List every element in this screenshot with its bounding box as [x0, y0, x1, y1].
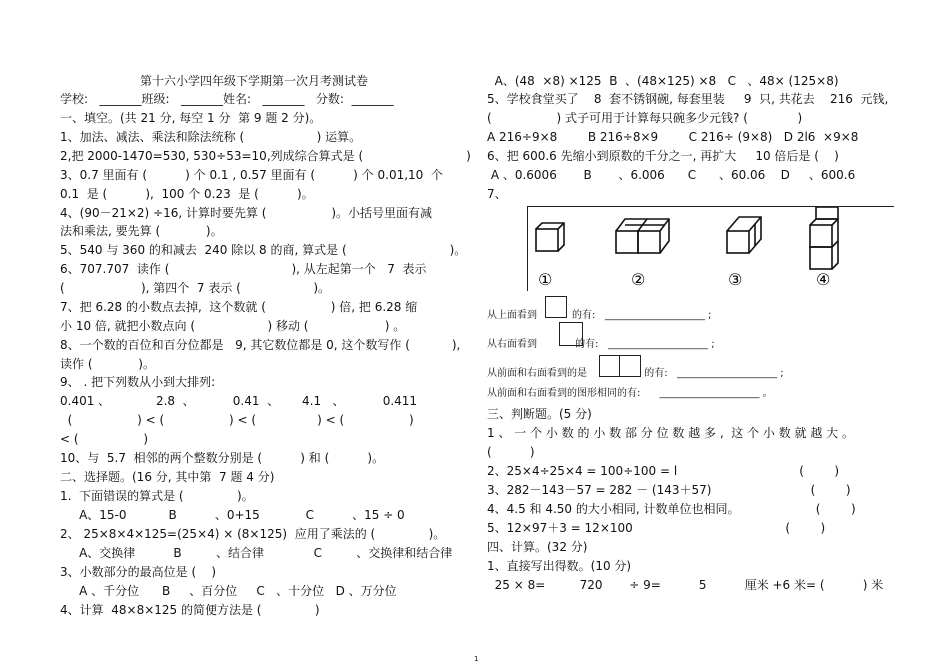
- right-line-6: 7、: [487, 187, 507, 201]
- left-line-1: 学校: _______班级: _______姓名: _______ 分数: _______: [60, 92, 394, 106]
- left-line-28: 4、计算 48×8×125 的简便方法是 ( ): [60, 603, 320, 617]
- cube-shape-1: [536, 223, 564, 251]
- left-line-6: 0.1 是 ( ), 100 个 0.23 是 ( )。: [60, 187, 314, 201]
- right-line-12: 1 、 一 个 小 数 的 小 数 部 分 位 数 越 多 , 这 个 小 数 就 越 大 。: [487, 426, 854, 440]
- left-line-9: 5、540 与 360 的和减去 240 除以 8 的商, 算式是 ( )。: [60, 243, 467, 257]
- right-line-14: 2、25×4÷25×4 = 100÷100 = l ( ): [487, 464, 840, 478]
- left-line-18: ( ) < ( ) < ( ) < ( ): [60, 413, 414, 427]
- left-line-26: 3、小数部分的最高位是 ( ): [60, 565, 217, 579]
- left-line-5: 3、0.7 里面有 ( ) 个 0.1 , 0.57 里面有 ( ) 个 0.01,10 个: [60, 168, 443, 182]
- left-line-11: ( ), 第四个 7 表示 ( )。: [60, 281, 331, 295]
- right-line-16: 4、4.5 和 4.50 的大小相同, 计数单位也相同。 ( ): [487, 502, 856, 516]
- left-line-3: 1、加法、减法、乘法和除法统称 ( ) 运算。: [60, 130, 362, 144]
- left-line-4: 2,把 2000-1470=530, 530÷53=10,列成综合算式是 ( ): [60, 149, 471, 163]
- right-line-4: 6、把 600.6 先缩小到原数的千分之一, 再扩大 10 倍后是 ( ): [487, 149, 839, 163]
- right-line-10: 从前面和右面看到的图形相同的有: ____________________ 。: [487, 388, 773, 399]
- right-line-18: 四、计算。(32 分): [487, 540, 588, 554]
- left-line-12: 7、把 6.28 的小数点去掉, 这个数就 ( ) 倍, 把 6.28 缩: [60, 300, 418, 314]
- cube-shape-4: [810, 207, 838, 269]
- right-line-8: 从右面看到 的有: ____________________ ;: [487, 339, 715, 350]
- left-line-22: 1. 下面错误的算式是 ( )。: [60, 489, 254, 503]
- left-line-14: 8、一个数的百位和百分位都是 9, 其它数位都是 0, 这个数写作 ( ),: [60, 338, 461, 352]
- left-line-8: 法和乘法, 要先算 ( )。: [60, 224, 223, 238]
- figure-label-2: ②: [631, 270, 646, 289]
- right-line-7: 从上面看到 的有: ____________________ ;: [487, 310, 712, 321]
- left-line-17: 0.401 、 2.8 、 0.41 、 4.1 、 0.411: [60, 394, 418, 408]
- right-line-15: 3、282－143－57 = 282 － (143＋57) ( ): [487, 483, 851, 497]
- right-line-13: ( ): [487, 445, 535, 459]
- right-line-20: 25 × 8= 720 ÷ 9= 5 厘米 +6 米= ( ) 米: [487, 578, 884, 592]
- cube-drawings: [528, 207, 894, 291]
- cube-shape-2: [616, 219, 669, 253]
- page-number: 1: [474, 655, 479, 663]
- left-line-23: A、15-0 B 、0+15 C 、15 ÷ 0: [60, 508, 405, 522]
- figure-label-1: ①: [538, 270, 553, 289]
- left-line-10: 6、707.707 读作 ( ), 从左起第一个 7 表示: [60, 262, 427, 276]
- left-line-24: 2、 25×8×4×125=(25×4) × (8×125) 应用了乘法的 ( )。: [60, 527, 446, 541]
- right-line-3: A 216÷9×8 B 216÷8×9 C 216÷ (9×8) D 2l6 ×9×8: [487, 130, 859, 144]
- left-line-15: 读作 ( )。: [60, 357, 155, 371]
- right-line-5: A 、0.6006 B 、6.006 C 、60.06 D 、600.6: [487, 168, 856, 182]
- figure-label-3: ③: [728, 270, 743, 289]
- left-line-13: 小 10 倍, 就把小数点向 ( ) 移动 ( ) 。: [60, 319, 406, 333]
- figure-label-4: ④: [816, 270, 831, 289]
- right-line-0: A、(48 ×8) ×125 B 、(48×125) ×8 C 、48× (125×8): [487, 74, 839, 88]
- left-line-0: 第十六小学四年级下学期第一次月考测试卷: [140, 74, 369, 88]
- cube-shape-3: [727, 217, 761, 253]
- left-line-27: A 、千分位 B 、百分位 C 、十分位 D 、万分位: [60, 584, 397, 598]
- right-line-19: 1、直接写出得数。(10 分): [487, 559, 632, 573]
- left-line-25: A、交换律 B 、结合律 C 、交换律和结合律: [60, 546, 453, 560]
- cube-figure: [527, 206, 894, 291]
- right-line-2: ( ) 式子可用于计算每只碗多少元钱? ( ): [487, 111, 803, 125]
- right-line-17: 5、12×97＋3 = 12×100 ( ): [487, 521, 826, 535]
- right-line-1: 5、学校食堂买了 8 套不锈钢碗, 每套里装 9 只, 共花去 216 元钱,: [487, 92, 889, 106]
- left-line-20: 10、与 5.7 相邻的两个整数分别是 ( ) 和 ( )。: [60, 451, 385, 465]
- left-line-7: 4、(90－21×2) ÷16, 计算时要先算 ( )。小括号里面有减: [60, 206, 433, 220]
- left-line-19: < ( ): [60, 432, 149, 446]
- left-line-16: 9、 . 把下列数从小到大排列:: [60, 375, 216, 389]
- left-line-2: 一、填空。(共 21 分, 每空 1 分 第 9 题 2 分)。: [60, 111, 322, 125]
- left-line-21: 二、选择题。(16 分, 其中第 7 题 4 分): [60, 470, 275, 484]
- right-line-9: 从前面和右面看到的是 的有: ____________________ ;: [487, 368, 784, 379]
- right-line-11: 三、判断题。(5 分): [487, 407, 592, 421]
